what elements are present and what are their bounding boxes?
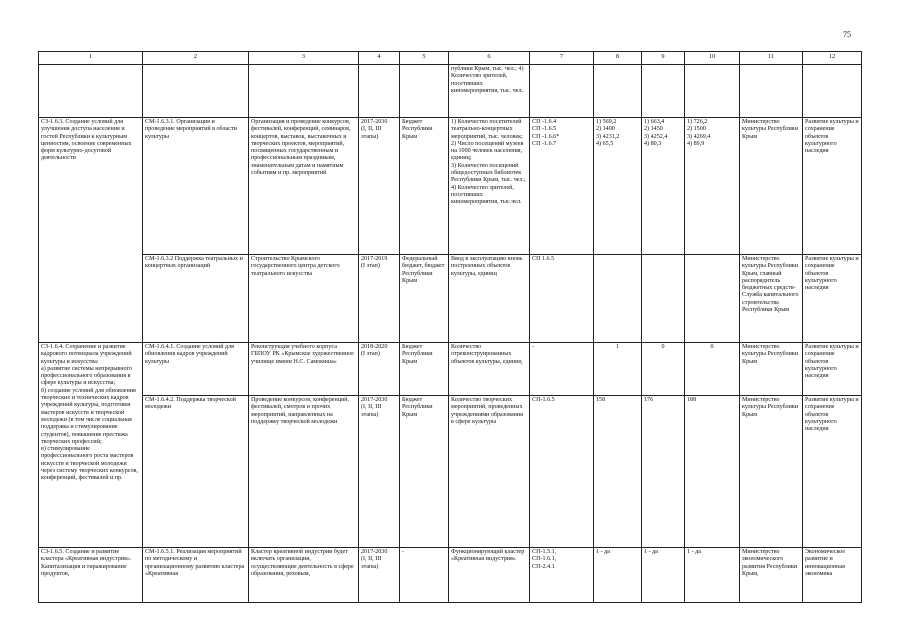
period-cell: 2017-2030 (I, II, III этапы) bbox=[359, 118, 400, 255]
column-number: 9 bbox=[642, 52, 685, 65]
column-number: 12 bbox=[803, 52, 862, 65]
column-number: 2 bbox=[143, 52, 249, 65]
program-code-cell: СП 1.6.5 bbox=[530, 255, 594, 343]
goal-cell: СЗ-1.6.3. Создание условий для улучшения доступа населения и гостей Республики к культурным ценностям, освоение современных форм культурно-досуговой деятельности bbox=[39, 118, 143, 343]
table-row bbox=[39, 255, 862, 343]
measure-cell: СМ-1.6.3.1. Организация и проведение мероприятий в области культуры bbox=[143, 118, 249, 255]
measure-cell: СМ-1.6.3.2 Поддержка театральных и концертных организаций bbox=[143, 255, 249, 343]
result-cell bbox=[803, 65, 862, 118]
measure-cell: СМ-1.6.4.1. Создание условий для обновления кадров учреждений культуры bbox=[143, 343, 249, 396]
funding-source-cell: Бюджет Республики Крым bbox=[400, 343, 449, 396]
program-code-cell: СП-1.5.1, СП-1.6.1, СП-2.4.1 bbox=[530, 548, 594, 603]
period-cell: 2017-2019 (I этап) bbox=[359, 255, 400, 343]
value-stage2-cell: 0 bbox=[642, 343, 685, 396]
value-stage1-cell bbox=[594, 255, 642, 343]
column-number: 7 bbox=[530, 52, 594, 65]
indicator-cell: Функционирующий кластер «Креативная индустрия» bbox=[449, 548, 530, 603]
column-number: 5 bbox=[400, 52, 449, 65]
measure-cell bbox=[143, 65, 249, 118]
result-cell: Развитие культуры и сохранение объектов культурного наследия bbox=[803, 118, 862, 255]
value-stage3-cell: 188 bbox=[685, 396, 740, 548]
program-code-cell: СП -1.6.4 СП -1.6.5 СП -1.6.6* СП -1.6.7 bbox=[530, 118, 594, 255]
value-stage3-cell bbox=[685, 65, 740, 118]
column-number-row bbox=[39, 52, 862, 65]
executor-cell: Министерство культуры Республики Крым bbox=[740, 118, 803, 255]
funding-source-cell: Федеральный бюджет, бюджет Республики Крым bbox=[400, 255, 449, 343]
goal-cell bbox=[39, 65, 143, 118]
program-table bbox=[38, 51, 862, 603]
executor-cell: Министерство культуры Республики Крым bbox=[740, 343, 803, 396]
table-row bbox=[39, 396, 862, 548]
funding-source-cell: Бюджет Республики Крым bbox=[400, 396, 449, 548]
description-cell: Реконструкция учебного корпуса ГБПОУ РК «Крымское художественное училище имени Н.С. Самокиша» bbox=[249, 343, 359, 396]
value-stage1-cell: 158 bbox=[594, 396, 642, 548]
executor-cell bbox=[740, 65, 803, 118]
column-number: 4 bbox=[359, 52, 400, 65]
value-stage3-cell: 1 - да bbox=[685, 548, 740, 603]
value-stage1-cell bbox=[594, 65, 642, 118]
description-cell: Организация и проведение конкурсов, фестивалей, конференций, семинаров, концертов, выставок, выставочных и творческих проектов, мероприятий, посвященных государственным и профессиональным праздникам, знаменательным датам и памятным событиям и пр. мероприятий bbox=[249, 118, 359, 255]
value-stage2-cell: 1 - да bbox=[642, 548, 685, 603]
period-cell bbox=[359, 65, 400, 118]
indicator-cell: Количество отреконструированных объектов культуры, единиц bbox=[449, 343, 530, 396]
indicator-cell: Количество творческих мероприятий, проведенных учреждениями образования в сфере культуры bbox=[449, 396, 530, 548]
description-cell: Кластер креативной индустрии будет включать организации, осуществляющие деятельность в сфере образования, реховым, bbox=[249, 548, 359, 603]
period-cell: 2018-2020 (I этап) bbox=[359, 343, 400, 396]
value-stage1-cell: 1 bbox=[594, 343, 642, 396]
executor-cell: Министерство культуры Республики Крым bbox=[740, 396, 803, 548]
period-cell: 2017-2030 (I, II, III этапы) bbox=[359, 548, 400, 603]
description-cell: Проведение конкурсов, конференций, фестивалей, смотров и прочих мероприятий, направленных на поддержку творческой молодежи bbox=[249, 396, 359, 548]
column-number: 8 bbox=[594, 52, 642, 65]
table-row bbox=[39, 343, 862, 396]
description-cell: Строительство Крымского государственного центра детского театрального искусства bbox=[249, 255, 359, 343]
goal-cell: СЗ-1.6.5. Создание и развитие кластера «Креативная индустрия». Капитализация и тиражирование продуктов, bbox=[39, 548, 143, 603]
funding-source-cell bbox=[400, 65, 449, 118]
table-row bbox=[39, 65, 862, 118]
page-number: 75 bbox=[843, 30, 851, 39]
measure-cell: СМ-1.6.5.1. Реализация мероприятий по методическому и организационному развитию кластера «Креативная bbox=[143, 548, 249, 603]
funding-source-cell: Бюджет Республики Крым bbox=[400, 118, 449, 255]
value-stage3-cell: 0 bbox=[685, 343, 740, 396]
table-row bbox=[39, 118, 862, 255]
result-cell: Экономическое развитие и инновационная экономика bbox=[803, 548, 862, 603]
executor-cell: Министерство культуры Республики Крым, главный распорядитель бюджетных средств-Служба капитального строительства Республики Крым bbox=[740, 255, 803, 343]
table-row bbox=[39, 548, 862, 603]
program-code-cell: СП-1.6.5 bbox=[530, 396, 594, 548]
indicator-cell: публики Крым, тыс. чел.; 4) Количество зрителей, посетивших киномероприятия, тыс. чел. bbox=[449, 65, 530, 118]
value-stage1-cell: 1 - да bbox=[594, 548, 642, 603]
goal-cell: СЗ-1.6.4. Сохранение и развитие кадрового потенциала учреждений культуры и искусства: а) развитие системы непрерывного профессионального образования в сфере культуры и искусства; б) создание условий для обновления творческих и технических кадров учреждений культуры, подготовки мастеров искусств и творческой молодежи (в том числе социальная поддержка и стимулирование студентов), повышение престижа творческих профессий; в) стимулирование профессионального роста мастеров искусств и творческой молодежи через систему творческих конкурсов, конференций, фестивалей и пр. bbox=[39, 343, 143, 548]
result-cell: Развитие культуры и сохранение объектов культурного наследия bbox=[803, 343, 862, 396]
value-stage1-cell: 1) 569,2 2) 1400 3) 4231,2 4) 65,5 bbox=[594, 118, 642, 255]
indicator-cell: Ввод в эксплуатацию вновь построенных объектов культуры, единиц bbox=[449, 255, 530, 343]
program-code-cell: - bbox=[530, 343, 594, 396]
measure-cell: СМ-1.6.4.2. Поддержка творческой молодежи bbox=[143, 396, 249, 548]
description-cell bbox=[249, 65, 359, 118]
result-cell: Развитие культуры и сохранение объектов культурного наследия bbox=[803, 396, 862, 548]
result-cell: Развитие культуры и сохранение объектов культурного наследия bbox=[803, 255, 862, 343]
column-number: 11 bbox=[740, 52, 803, 65]
column-number: 3 bbox=[249, 52, 359, 65]
period-cell: 2017-2030 (I, II, III этапы) bbox=[359, 396, 400, 548]
program-code-cell bbox=[530, 65, 594, 118]
value-stage2-cell: 1) 663,4 2) 1450 3) 4252,4 4) 80,3 bbox=[642, 118, 685, 255]
value-stage2-cell: 176 bbox=[642, 396, 685, 548]
value-stage3-cell bbox=[685, 255, 740, 343]
column-number: 10 bbox=[685, 52, 740, 65]
value-stage2-cell bbox=[642, 65, 685, 118]
funding-source-cell: - bbox=[400, 548, 449, 603]
value-stage3-cell: 1) 726,2 2) 1500 3) 4269,4 4) 89,9 bbox=[685, 118, 740, 255]
executor-cell: Министерство экономического развития Республики Крым, bbox=[740, 548, 803, 603]
column-number: 1 bbox=[39, 52, 143, 65]
column-number: 6 bbox=[449, 52, 530, 65]
value-stage2-cell bbox=[642, 255, 685, 343]
indicator-cell: 1) Количество посетителей театрально-концертных мероприятий, тыс. человек; 2) Число посещений музеев на 1000 человек населения, единиц; 3) Количество посещений общедоступных библиотек Республики Крым, тыс. чел.; 4) Количество зрителей, посетивших киномероприятия, тыс.чел. bbox=[449, 118, 530, 255]
